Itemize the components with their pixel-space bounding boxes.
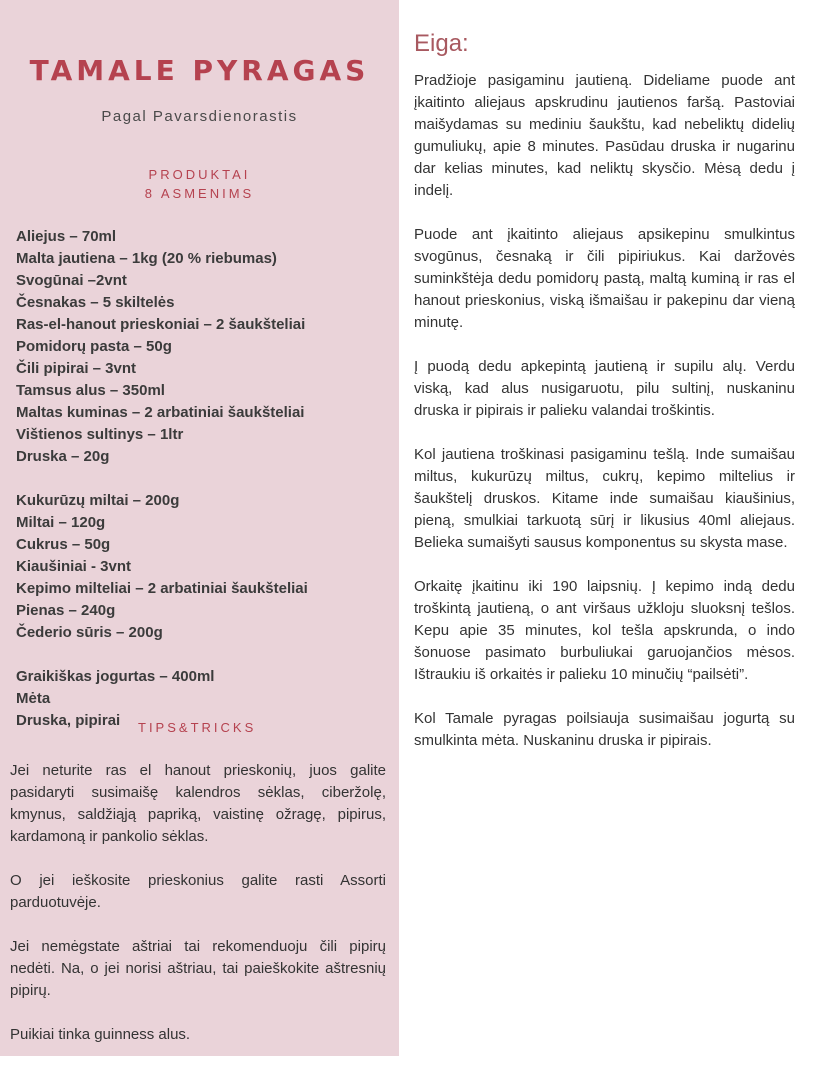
products-heading-line1: PRODUKTAI	[148, 167, 251, 182]
products-heading-line2: 8 ASMENIMS	[144, 186, 255, 201]
method-step: Kol Tamale pyragas poilsiauja susimaišau jogurtą su smulkinta mėta. Nuskaninu druska ir pipirais.	[414, 710, 795, 749]
spacer	[16, 468, 391, 490]
method-step: Puode ant įkaitinto aliejaus apsikepinu smulkintus svogūnus, česnaką ir čili pipiriukus. Kai daržovės suminkštėja dedu pomidorų pastą, maltą kuminą ir ras el hanout prieskonius, viską išmaišau ir pakepinu dar vieną minutę.	[414, 226, 795, 331]
recipe-title: TAMALE PYRAGAS	[29, 54, 370, 87]
method-heading: Eiga:	[414, 30, 469, 57]
ingredient-item: Tamsus alus – 350ml	[16, 382, 165, 399]
method-step: Orkaitę įkaitinu iki 190 laipsnių. Į kepimo indą dedu troškintą jautieną, o ant viršaus užkloju sluoksnį tešlos. Kepu apie 35 minutes, kol tešla apskrunda, o indo šonuose pasimato burbuliukai garuojančios mėsos. Ištraukiu iš orkaitės ir palieku 10 minučių “pailsėti”.	[414, 578, 795, 683]
tips-heading: TIPS&TRICKS	[138, 720, 257, 735]
ingredient-item: Malta jautiena – 1kg (20 % riebumas)	[16, 250, 277, 267]
ingredient-item: Česnakas – 5 skiltelės	[16, 294, 175, 311]
ingredient-item: Aliejus – 70ml	[16, 228, 117, 245]
ingredient-item: Pomidorų pasta – 50g	[16, 338, 172, 355]
ingredient-item: Ras-el-hanout prieskoniai – 2 šaukšteliai	[16, 316, 306, 333]
ingredient-item: Graikiškas jogurtas – 400ml	[16, 668, 215, 685]
ingredient-item: Svogūnai –2vnt	[16, 272, 127, 289]
ingredient-item: Cukrus – 50g	[16, 536, 111, 553]
ingredient-item: Miltai – 120g	[16, 514, 106, 531]
left-panel	[0, 0, 399, 1056]
ingredient-item: Pienas – 240g	[16, 602, 116, 619]
tip-paragraph: Jei nemėgstate aštriai tai rekomenduoju čili pipirų nedėti. Na, o jei norisi aštriau, tai paieškokite aštresnių pipirų.	[10, 938, 386, 999]
ingredient-item: Čili pipirai – 3vnt	[16, 360, 137, 377]
recipe-subtitle: Pagal Pavarsdienorastis	[101, 108, 298, 125]
tips-body	[10, 760, 386, 1068]
tip-paragraph: Jei neturite ras el hanout prieskonių, juos galite pasidaryti susimaišę kalendros sėklas, ciberžolę, kmynus, saldžiąją papriką, vaistinę ožragę, pipirus, kardamoną ir pankolio sėklas.	[10, 762, 386, 845]
method-step: Pradžioje pasigaminu jautieną. Dideliame puode ant įkaitinto aliejaus apskrudinu jautienos faršą. Pastoviai maišydamas su mediniu šaukštu, kad nebeliktų didelių gumuliukų, apie 8 minutes. Pasūdau druska ir nugarinu dar kelias minutes, kad neliktų skysčio. Mėsą dedu į indelį.	[414, 72, 795, 199]
ingredient-item: Druska – 20g	[16, 448, 110, 465]
ingredient-item: Vištienos sultinys – 1ltr	[16, 426, 184, 443]
method-step: Į puodą dedu apkepintą jautieną ir supilu alų. Verdu viską, kad alus nusigaruotu, pilu sultinį, nuskaninu druska ir pipirais ir palieku valandai troškintis.	[414, 358, 795, 419]
ingredient-item: Mėta	[16, 690, 51, 707]
spacer	[16, 644, 391, 666]
ingredient-item: Čederio sūris – 200g	[16, 624, 163, 641]
tip-paragraph: O jei ieškosite prieskonius galite rasti Assorti parduotuvėje.	[10, 872, 386, 911]
ingredient-item: Kiaušiniai - 3vnt	[16, 558, 132, 575]
tip-paragraph: Puikiai tinka guinness alus.	[10, 1026, 191, 1043]
ingredient-item: Kukurūzų miltai – 200g	[16, 492, 180, 509]
ingredient-item: Druska, pipirai	[16, 712, 121, 729]
method-step: Kol jautiena troškinasi pasigaminu tešlą. Inde sumaišau miltus, kukurūzų miltus, cukrų, kepimo miltelius ir šaukštelį druskos. Kitame inde sumaišau kiaušinius, pieną, smulkiai tarkuotą sūrį ir likusius 40ml aliejaus. Belieka sumaišyti sausus komponentus su skysta mase.	[414, 446, 795, 551]
ingredients-list	[16, 226, 391, 732]
ingredient-item: Kepimo milteliai – 2 arbatiniai šaukšteliai	[16, 580, 308, 597]
method-steps	[414, 70, 795, 774]
products-heading	[0, 165, 399, 203]
ingredient-item: Maltas kuminas – 2 arbatiniai šaukšteliai	[16, 404, 305, 421]
